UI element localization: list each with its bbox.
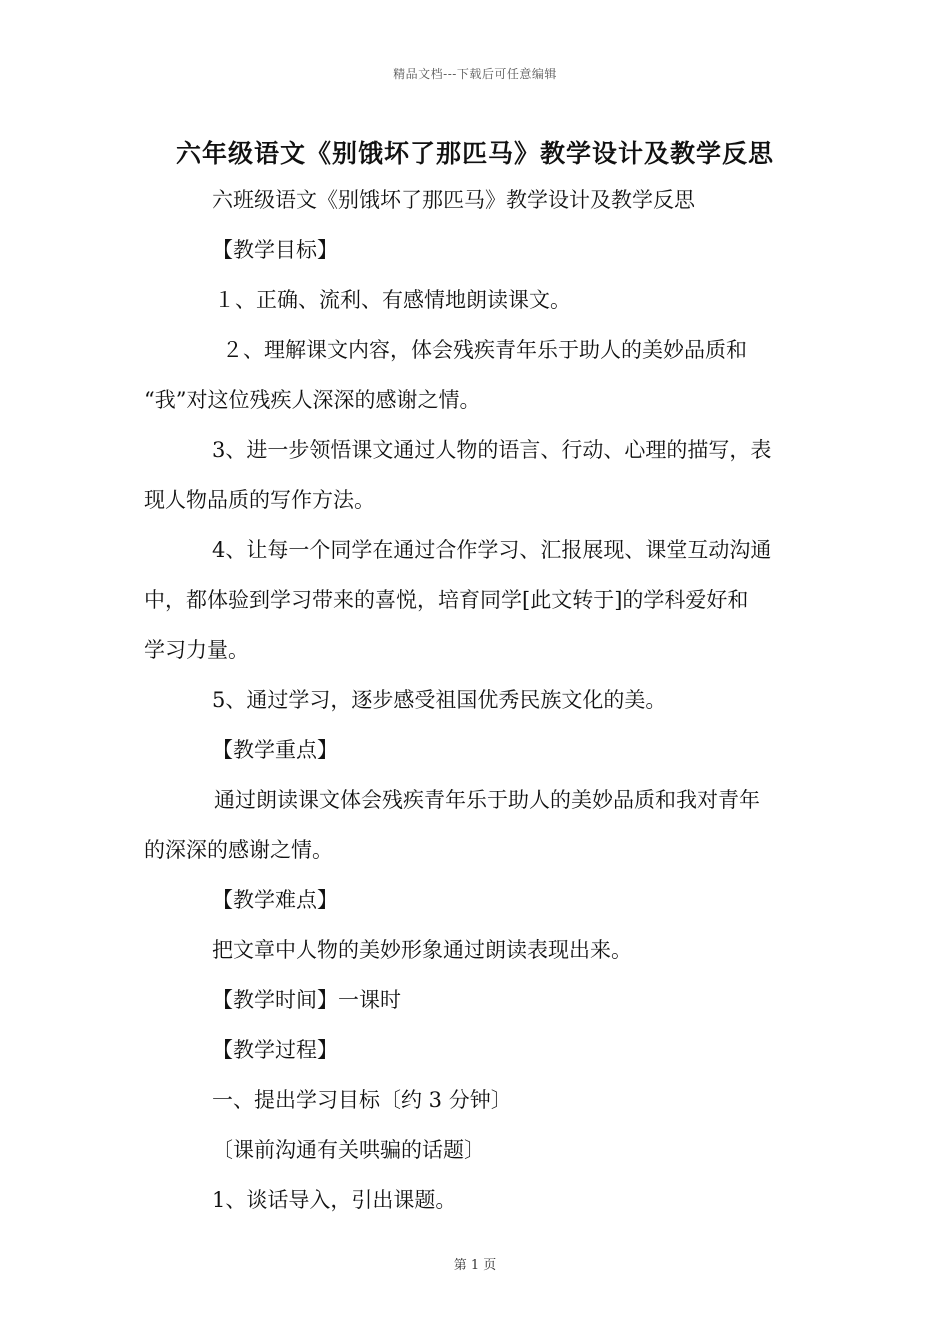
paragraph-line: ２、理解课文内容，体会残疾青年乐于助人的美妙品质和 [222,338,747,362]
paragraph-line: 4、让每一个同学在通过合作学习、汇报展现、课堂互动沟通 [212,538,772,562]
section-heading-key-points: 【教学重点】 [212,738,338,762]
paragraph-line: 的深深的感谢之情。 [144,838,333,862]
paragraph-line: 中，都体验到学习带来的喜悦，培育同学[此文转于]的学科爱好和 [144,588,749,612]
section-heading-process: 【教学过程】 [212,1038,338,1062]
paragraph-line: 现人物品质的写作方法。 [144,488,375,512]
document-title: 六年级语文《别饿坏了那匹马》教学设计及教学反思 [175,139,774,168]
paragraph-line: 5、通过学习，逐步感受祖国优秀民族文化的美。 [212,688,667,712]
paragraph-line: 学习力量。 [144,638,249,662]
subtitle-line: 六班级语文《别饿坏了那匹马》教学设计及教学反思 [212,188,695,212]
paragraph-line: “我”对这位残疾人深深的感谢之情。 [144,388,481,412]
page-header: 精品文档---下载后可任意编辑 [393,67,557,81]
paragraph-line: 通过朗读课文体会残疾青年乐于助人的美妙品质和我对青年 [214,788,760,812]
paragraph-line: 1、谈话导入，引出课题。 [212,1188,457,1212]
paragraph-line: １、正确、流利、有感情地朗读课文。 [214,288,571,312]
page-number: 第 1 页 [453,1258,497,1273]
paragraph-line: 〔课前沟通有关哄骗的话题〕 [212,1138,485,1162]
paragraph-line: 一、提出学习目标〔约 3 分钟〕 [212,1088,512,1112]
section-heading-difficulties: 【教学难点】 [212,888,338,912]
paragraph-line: 3、进一步领悟课文通过人物的语言、行动、心理的描写，表 [212,438,772,462]
section-heading-objectives: 【教学目标】 [212,238,338,262]
paragraph-line: 把文章中人物的美妙形象通过朗读表现出来。 [212,938,632,962]
section-heading-time: 【教学时间】一课时 [212,988,401,1012]
